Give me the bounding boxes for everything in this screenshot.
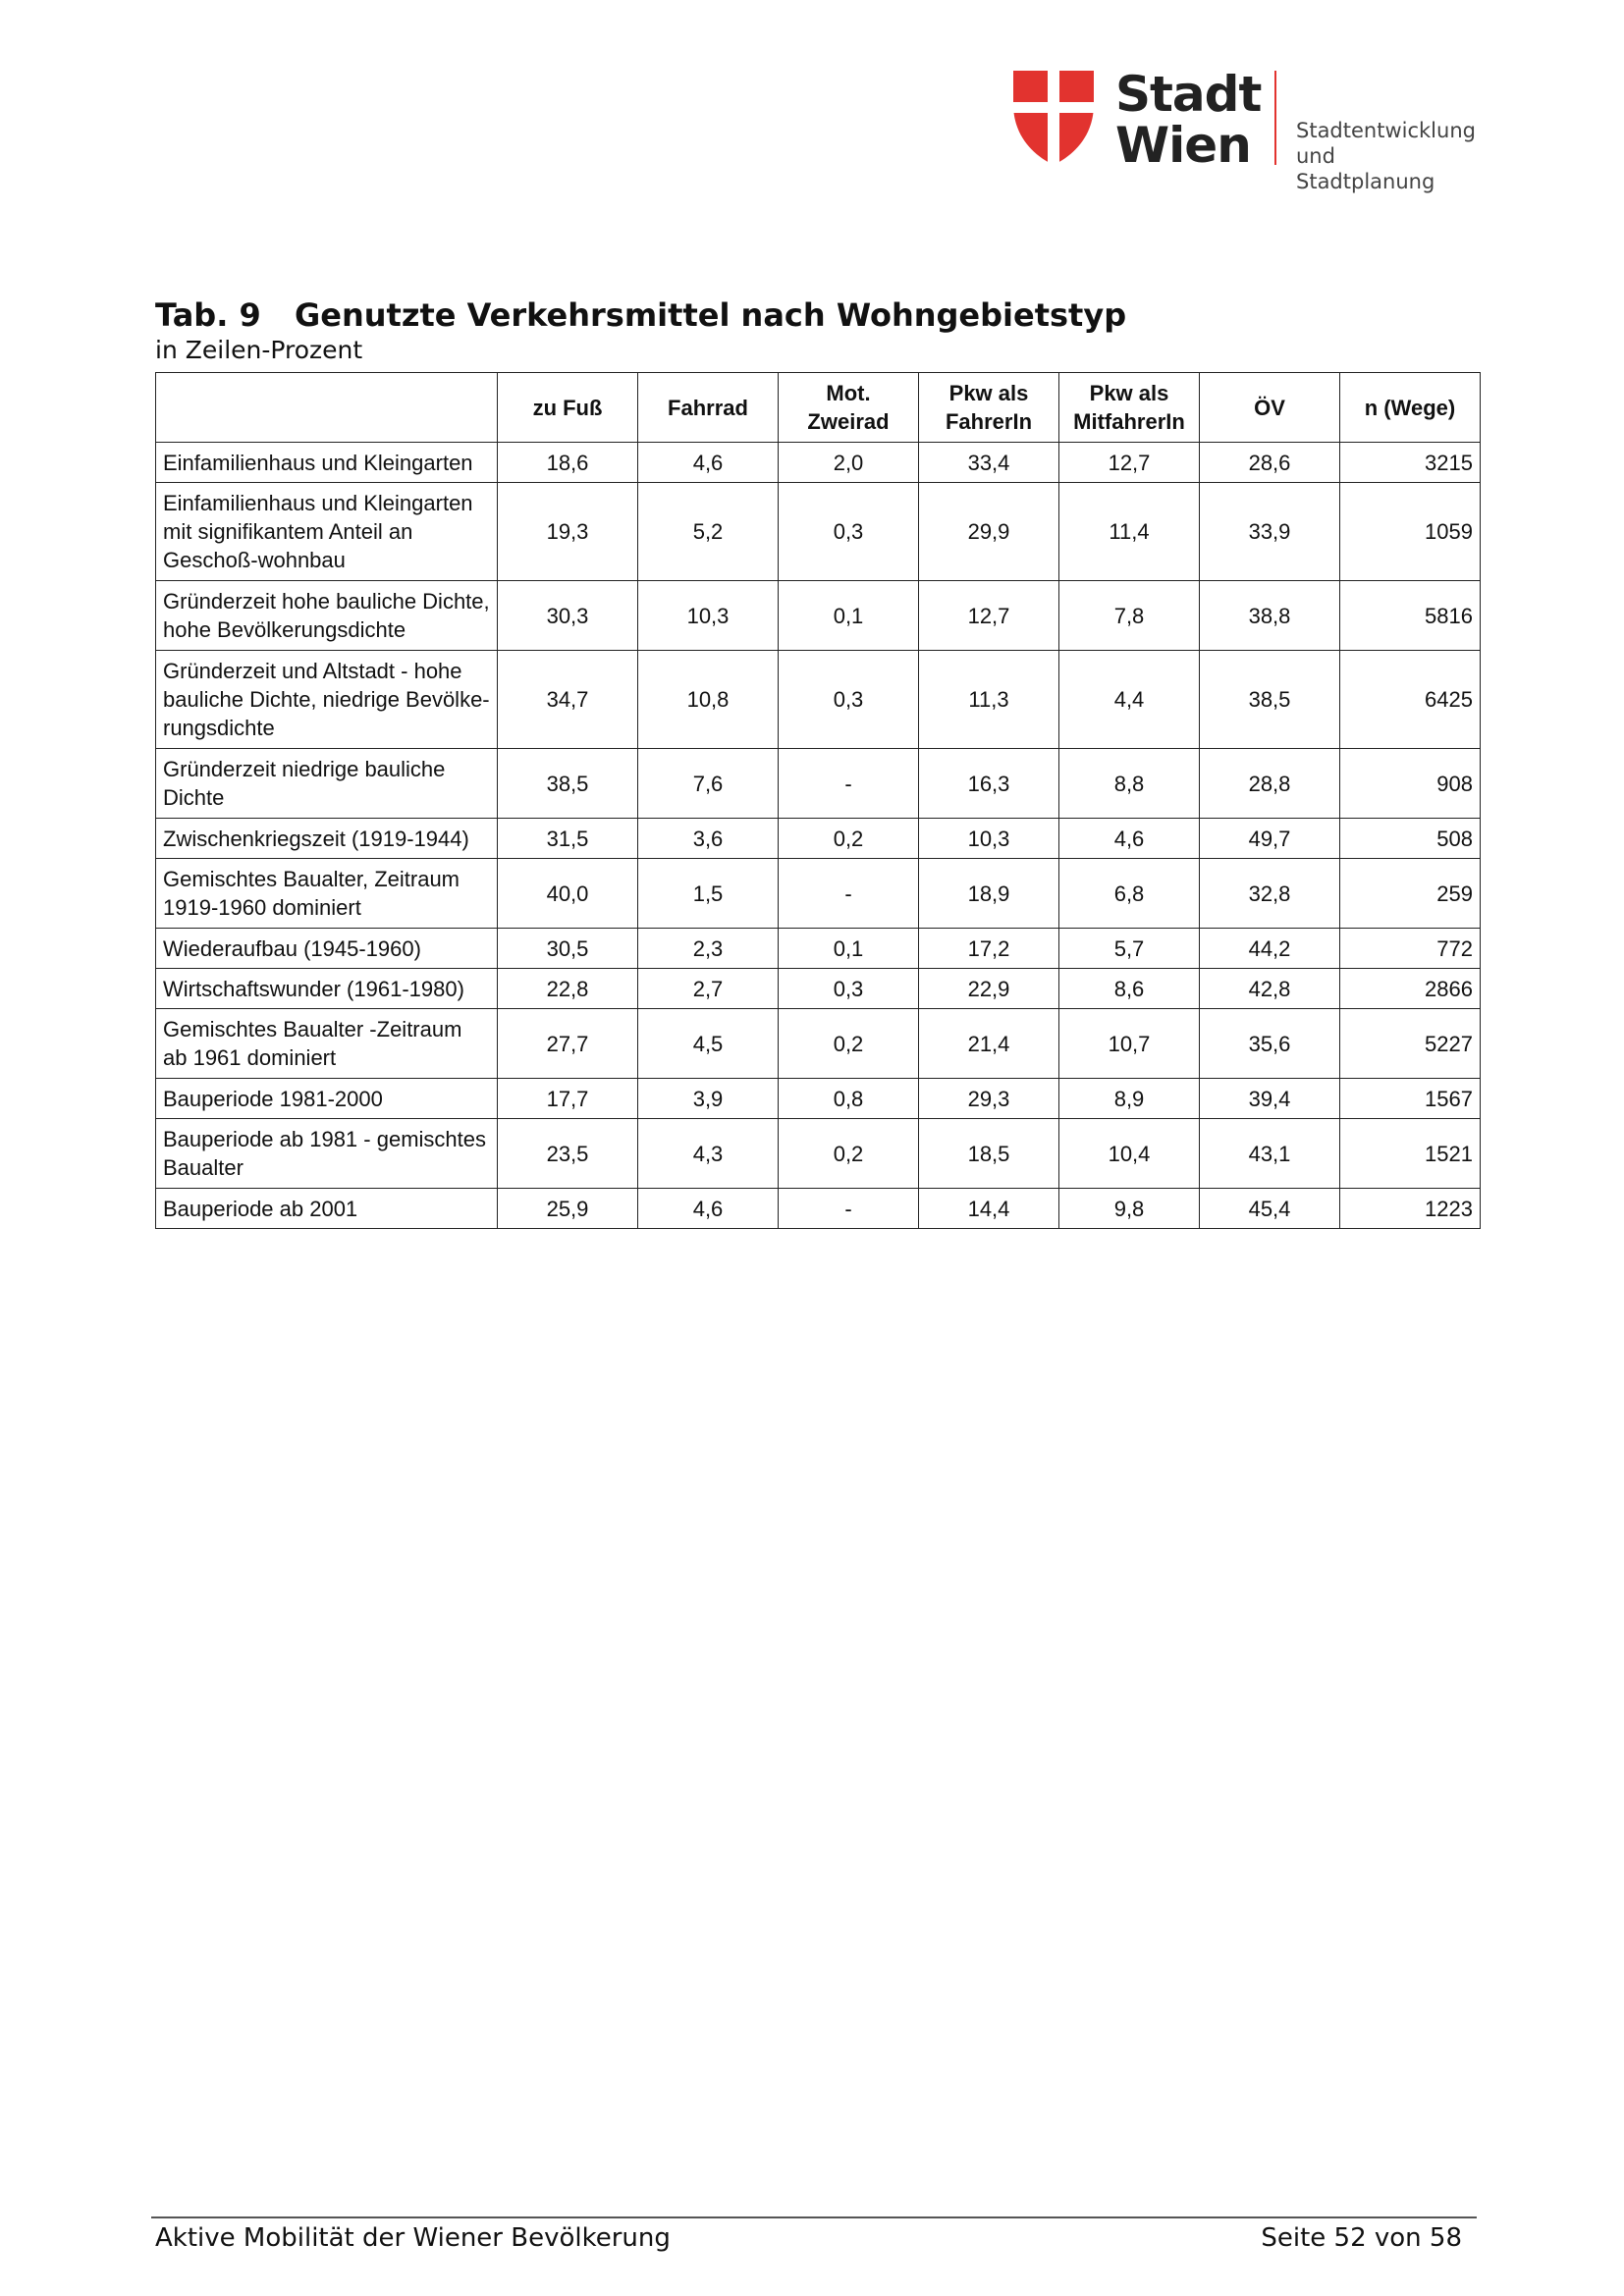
row-label: Bauperiode 1981-2000 (156, 1079, 498, 1119)
table-row (156, 749, 1481, 819)
value-cell: 2,3 (638, 929, 779, 969)
value-cell: 11,3 (919, 651, 1059, 749)
logo-divider (1274, 71, 1276, 165)
value-cell: 10,4 (1059, 1119, 1200, 1189)
value-cell: 5,7 (1059, 929, 1200, 969)
value-cell: 30,3 (498, 581, 638, 651)
footer-divider (151, 2216, 1477, 2218)
value-cell: 2,7 (638, 969, 779, 1009)
value-cell: 8,6 (1059, 969, 1200, 1009)
value-cell: 45,4 (1200, 1189, 1340, 1229)
table-row (156, 929, 1481, 969)
trip-count-cell: 5227 (1340, 1009, 1481, 1079)
value-cell: 0,3 (779, 969, 919, 1009)
department-name (1296, 118, 1476, 194)
row-label: Gründerzeit niedrige bauliche Dichte (156, 749, 498, 819)
value-cell: 21,4 (919, 1009, 1059, 1079)
table-row (156, 819, 1481, 859)
value-cell: 17,7 (498, 1079, 638, 1119)
value-cell: 4,3 (638, 1119, 779, 1189)
row-label: Gründerzeit und Altstadt - hohe bauliche Dichte, niedrige Bevölke-rungsdichte (156, 651, 498, 749)
value-cell: 4,6 (1059, 819, 1200, 859)
value-cell: 5,2 (638, 483, 779, 581)
table-title (155, 296, 1126, 334)
trip-count-cell: 259 (1340, 859, 1481, 929)
table-number: Tab. 9 (155, 296, 261, 334)
value-cell: 31,5 (498, 819, 638, 859)
table-row (156, 1009, 1481, 1079)
trip-count-cell: 508 (1340, 819, 1481, 859)
value-cell: 6,8 (1059, 859, 1200, 929)
value-cell: 22,9 (919, 969, 1059, 1009)
value-cell: 39,4 (1200, 1079, 1340, 1119)
table-subtitle: in Zeilen-Prozent (155, 336, 363, 364)
value-cell: - (779, 749, 919, 819)
value-cell: 43,1 (1200, 1119, 1340, 1189)
footer-document-title: Aktive Mobilität der Wiener Bevölkerung (155, 2223, 671, 2253)
table-row (156, 1079, 1481, 1119)
value-cell: 16,3 (919, 749, 1059, 819)
header-cell-blank (156, 373, 498, 443)
vienna-shield-icon (1013, 71, 1094, 165)
value-cell: 44,2 (1200, 929, 1340, 969)
value-cell: 9,8 (1059, 1189, 1200, 1229)
trip-count-cell: 5816 (1340, 581, 1481, 651)
trip-count-cell: 6425 (1340, 651, 1481, 749)
trip-count-cell: 3215 (1340, 443, 1481, 483)
value-cell: 34,7 (498, 651, 638, 749)
logo-wordmark (1115, 66, 1262, 174)
trip-count-cell: 2866 (1340, 969, 1481, 1009)
row-label: Bauperiode ab 1981 - gemischtes Baualter (156, 1119, 498, 1189)
value-cell: 38,5 (1200, 651, 1340, 749)
table-header-row (156, 373, 1481, 443)
value-cell: 40,0 (498, 859, 638, 929)
value-cell: 29,9 (919, 483, 1059, 581)
row-label: Bauperiode ab 2001 (156, 1189, 498, 1229)
value-cell: 18,9 (919, 859, 1059, 929)
value-cell: 19,3 (498, 483, 638, 581)
table-row (156, 651, 1481, 749)
value-cell: 4,6 (638, 1189, 779, 1229)
column-header: Pkw als FahrerIn (919, 373, 1059, 443)
value-cell: 1,5 (638, 859, 779, 929)
trip-count-cell: 1223 (1340, 1189, 1481, 1229)
value-cell: 3,9 (638, 1079, 779, 1119)
row-label: Gemischtes Baualter -Zeitraum ab 1961 dominiert (156, 1009, 498, 1079)
value-cell: 23,5 (498, 1119, 638, 1189)
logo-line-1: Stadt (1115, 66, 1262, 123)
value-cell: 0,1 (779, 929, 919, 969)
row-label: Gemischtes Baualter, Zeitraum 1919-1960 dominiert (156, 859, 498, 929)
row-label: Zwischenkriegszeit (1919-1944) (156, 819, 498, 859)
table-row (156, 969, 1481, 1009)
column-header: ÖV (1200, 373, 1340, 443)
column-header: n (Wege) (1340, 373, 1481, 443)
value-cell: 3,6 (638, 819, 779, 859)
value-cell: 10,3 (638, 581, 779, 651)
value-cell: 0,3 (779, 483, 919, 581)
value-cell: 10,8 (638, 651, 779, 749)
row-label: Wiederaufbau (1945-1960) (156, 929, 498, 969)
value-cell: 30,5 (498, 929, 638, 969)
value-cell: 27,7 (498, 1009, 638, 1079)
table-row (156, 483, 1481, 581)
value-cell: 4,6 (638, 443, 779, 483)
value-cell: 28,6 (1200, 443, 1340, 483)
value-cell: 8,9 (1059, 1079, 1200, 1119)
value-cell: - (779, 859, 919, 929)
table-row (156, 581, 1481, 651)
value-cell: 10,3 (919, 819, 1059, 859)
value-cell: 32,8 (1200, 859, 1340, 929)
value-cell: 38,5 (498, 749, 638, 819)
trip-count-cell: 772 (1340, 929, 1481, 969)
value-cell: 33,4 (919, 443, 1059, 483)
value-cell: 12,7 (1059, 443, 1200, 483)
value-cell: 17,2 (919, 929, 1059, 969)
trip-count-cell: 1567 (1340, 1079, 1481, 1119)
row-label: Einfamilienhaus und Kleingarten (156, 443, 498, 483)
column-header: Fahrrad (638, 373, 779, 443)
department-line-1: Stadtentwicklung (1296, 119, 1476, 142)
value-cell: - (779, 1189, 919, 1229)
value-cell: 42,8 (1200, 969, 1340, 1009)
value-cell: 7,6 (638, 749, 779, 819)
row-label: Wirtschaftswunder (1961-1980) (156, 969, 498, 1009)
column-header: Mot. Zweirad (779, 373, 919, 443)
stadt-wien-logo (1013, 66, 1476, 193)
table-row (156, 1189, 1481, 1229)
table-row (156, 859, 1481, 929)
value-cell: 10,7 (1059, 1009, 1200, 1079)
value-cell: 0,2 (779, 819, 919, 859)
column-header: Pkw als MitfahrerIn (1059, 373, 1200, 443)
row-label: Einfamilienhaus und Kleingarten mit signifikantem Anteil an Geschoß-wohnbau (156, 483, 498, 581)
value-cell: 4,4 (1059, 651, 1200, 749)
value-cell: 35,6 (1200, 1009, 1340, 1079)
value-cell: 18,5 (919, 1119, 1059, 1189)
logo-line-2: Wien (1115, 117, 1251, 174)
value-cell: 4,5 (638, 1009, 779, 1079)
value-cell: 8,8 (1059, 749, 1200, 819)
value-cell: 49,7 (1200, 819, 1340, 859)
department-line-2: und Stadtplanung (1296, 144, 1435, 193)
value-cell: 38,8 (1200, 581, 1340, 651)
value-cell: 0,2 (779, 1119, 919, 1189)
row-label: Gründerzeit hohe bauliche Dichte, hohe Bevölkerungsdichte (156, 581, 498, 651)
value-cell: 0,2 (779, 1009, 919, 1079)
footer-page-number: Seite 52 von 58 (1261, 2223, 1462, 2253)
table-row (156, 443, 1481, 483)
value-cell: 29,3 (919, 1079, 1059, 1119)
trip-count-cell: 908 (1340, 749, 1481, 819)
value-cell: 0,8 (779, 1079, 919, 1119)
value-cell: 0,3 (779, 651, 919, 749)
table-title-text: Genutzte Verkehrsmittel nach Wohngebietstyp (295, 296, 1127, 334)
value-cell: 2,0 (779, 443, 919, 483)
value-cell: 7,8 (1059, 581, 1200, 651)
value-cell: 28,8 (1200, 749, 1340, 819)
column-header: zu Fuß (498, 373, 638, 443)
value-cell: 22,8 (498, 969, 638, 1009)
value-cell: 33,9 (1200, 483, 1340, 581)
trip-count-cell: 1059 (1340, 483, 1481, 581)
value-cell: 0,1 (779, 581, 919, 651)
value-cell: 14,4 (919, 1189, 1059, 1229)
value-cell: 18,6 (498, 443, 638, 483)
value-cell: 25,9 (498, 1189, 638, 1229)
trip-count-cell: 1521 (1340, 1119, 1481, 1189)
table-row (156, 1119, 1481, 1189)
mode-share-table (155, 372, 1481, 1229)
value-cell: 11,4 (1059, 483, 1200, 581)
value-cell: 12,7 (919, 581, 1059, 651)
table-body (156, 443, 1481, 1229)
